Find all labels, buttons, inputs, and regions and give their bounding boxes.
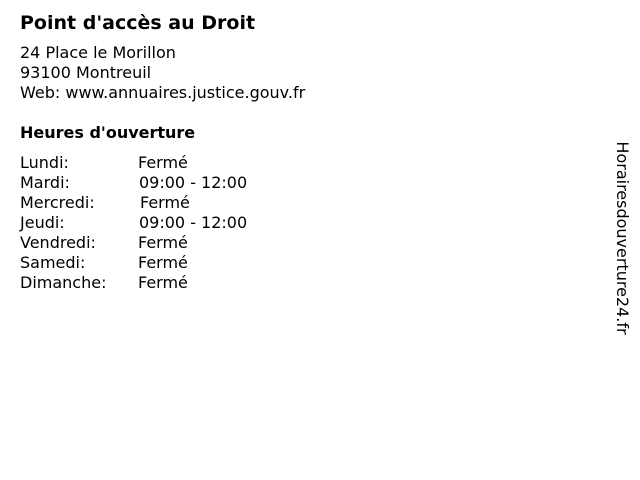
day-hours: Fermé: [138, 273, 188, 292]
site-watermark: Horairesdouverture24.fr: [613, 141, 632, 335]
day-hours: Fermé: [138, 253, 188, 272]
address-web: Web: www.annuaires.justice.gouv.fr: [20, 83, 306, 102]
address-city: 93100 Montreuil: [20, 63, 152, 82]
day-label: Mercredi:: [20, 193, 95, 212]
opening-hours-heading: Heures d'ouverture: [20, 123, 196, 142]
day-hours: Fermé: [140, 193, 190, 212]
address-street: 24 Place le Morillon: [20, 43, 176, 62]
page-title: Point d'accès au Droit: [20, 12, 256, 34]
day-label: Dimanche:: [20, 273, 107, 292]
day-label: Mardi:: [20, 173, 70, 192]
day-label: Lundi:: [20, 153, 69, 172]
day-hours: Fermé: [138, 153, 188, 172]
day-hours: 09:00 - 12:00: [139, 213, 248, 232]
day-hours: Fermé: [138, 233, 188, 252]
day-label: Vendredi:: [20, 233, 96, 252]
day-label: Jeudi:: [20, 213, 65, 232]
day-label: Samedi:: [20, 253, 86, 272]
day-hours: 09:00 - 12:00: [139, 173, 248, 192]
address-block: [20, 43, 305, 103]
